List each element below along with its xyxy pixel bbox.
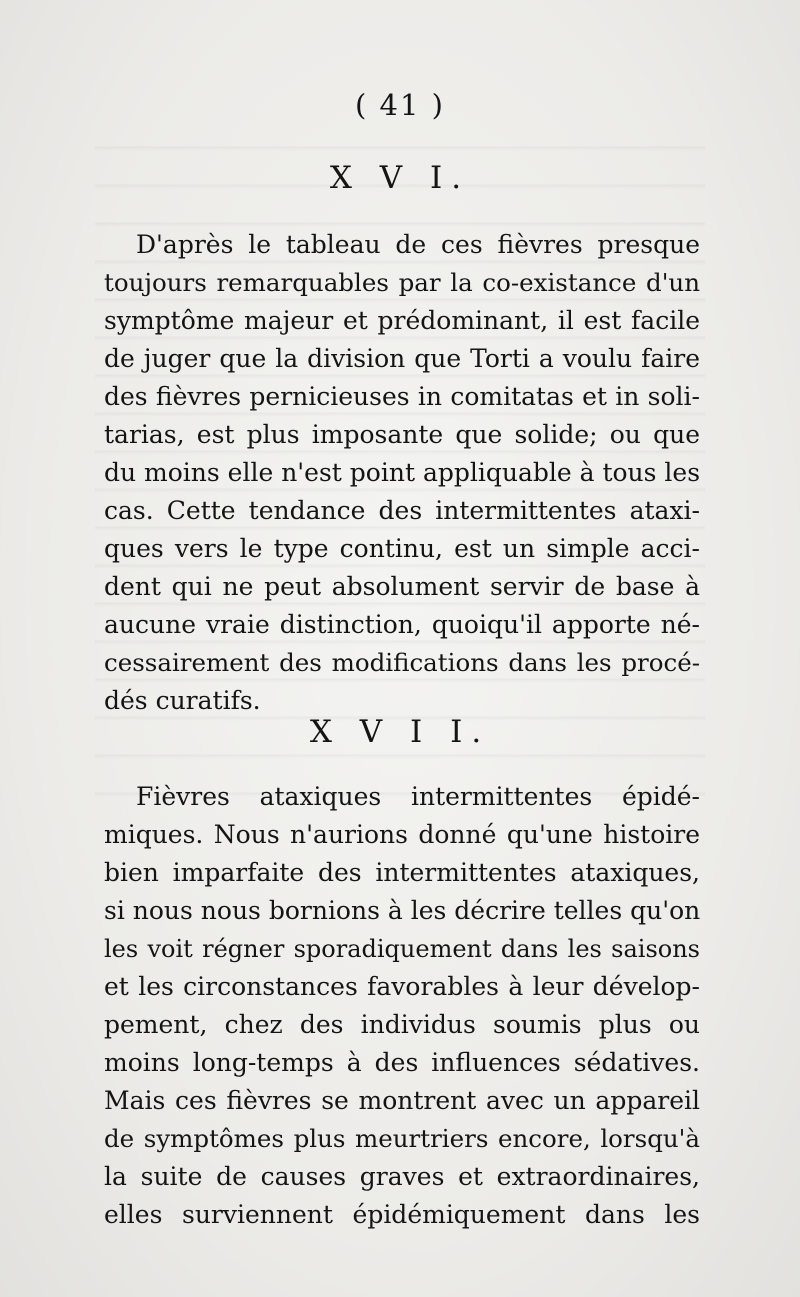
paragraph-line: cessairement des modifications dans les procé- (104, 648, 700, 677)
paragraph-line: moins long-temps à des influences sédatives. (104, 1048, 700, 1077)
paragraph-line: du moins elle n'est point appliquable à tous les (104, 458, 701, 487)
paragraph-line: de juger que la division que Torti a voulu faire (104, 344, 700, 373)
paragraph-line: de symptômes plus meurtriers encore, lorsqu'à (104, 1124, 700, 1153)
paragraph-line: miques. Nous n'aurions donné qu'une histoire (104, 820, 700, 849)
paragraph-line: et les circonstances favorables à leur dévelop- (104, 972, 700, 1001)
paragraph-line: la suite de causes graves et extraordinaires, (104, 1162, 700, 1191)
paragraph-line: des fièvres pernicieuses in comitatas et in soli- (104, 382, 700, 411)
section-heading-16: X V I. (329, 160, 471, 196)
paragraph-line: Fièvres ataxiques intermittentes épidé- (136, 782, 700, 811)
paragraph-line: ques vers le type continu, est un simple acci- (104, 534, 700, 563)
paragraph-line: les voit régner sporadiquement dans les saisons (104, 935, 700, 963)
paragraph-line: bien imparfaite des intermittentes ataxiques, (104, 858, 700, 887)
paragraph-line: elles surviennent épidémiquement dans les (104, 1200, 700, 1229)
paragraph-line: toujours remarquables par la co-existance d'un (104, 268, 700, 297)
paragraph-line: cas. Cette tendance des intermittentes ataxi- (104, 496, 700, 525)
paragraph-line: tarias, est plus imposante que solide; ou que (104, 420, 700, 449)
paragraph-line: pement, chez des individus soumis plus ou (104, 1010, 700, 1039)
section-heading-17: X V I I. (309, 714, 491, 750)
paragraph-line: symptôme majeur et prédominant, il est facile (104, 306, 700, 335)
paragraph-line: aucune vraie distinction, quoiqu'il apporte né- (104, 610, 700, 639)
page-number: ( 41 ) (355, 88, 445, 122)
paragraph-line: Mais ces fièvres se montrent avec un appareil (104, 1086, 700, 1115)
paragraph-line: dent qui ne peut absolument servir de base à (104, 572, 700, 601)
paragraph-line: si nous nous bornions à les décrire telles qu'on (104, 896, 701, 925)
paragraph-line: D'après le tableau de ces fièvres presque (136, 230, 700, 259)
paragraph-line: dés curatifs. (104, 686, 261, 715)
